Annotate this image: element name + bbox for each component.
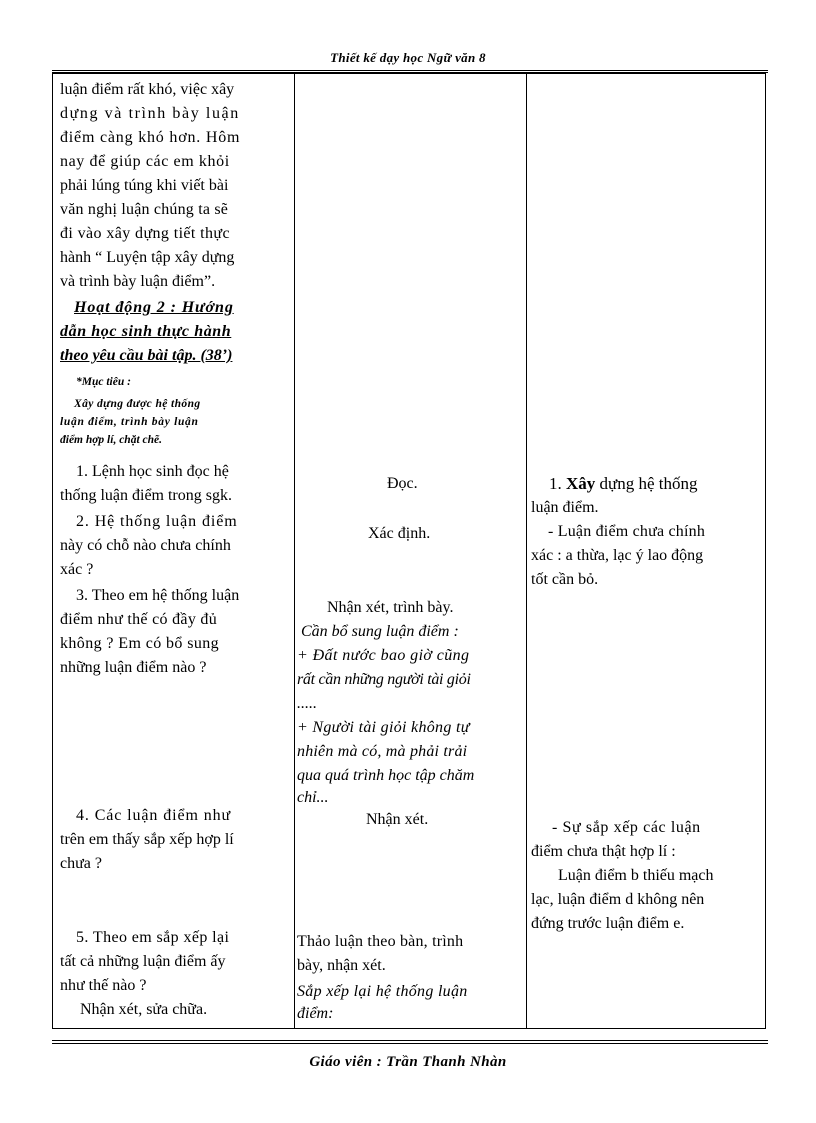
question-5-line-4: Nhận xét, sửa chữa. [80, 1001, 208, 1018]
column-divider-1 [294, 74, 295, 1028]
question-3-line-3: không ? Em có bổ sung [60, 635, 220, 652]
answer-5-italic-1: Sắp xếp lại hệ thống luận [297, 983, 468, 1000]
page-footer: Giáo viên : Trần Thanh Nhàn [309, 1054, 507, 1070]
intro-line-1: luận điểm rất khó, việc xây [60, 81, 235, 98]
section-1-body-2: xác : a thừa, lạc ý lao động [531, 547, 704, 564]
section-1-body-1: - Luận điểm chưa chính [548, 523, 706, 540]
answer-3-italic-7: qua quá trình học tập chăm [297, 767, 475, 784]
intro-line-8: hành “ Luyện tập xây dựng [60, 249, 235, 266]
question-3-line-1: 3. Theo em hệ thống luận [76, 587, 240, 604]
section-2-line-3: Luận điểm b thiếu mạch [558, 867, 714, 884]
objective-line-3: điểm hợp lí, chặt chẽ. [60, 434, 163, 446]
column-divider-2 [526, 74, 527, 1028]
section-1-title-line-2: luận điểm. [531, 499, 599, 516]
answer-5-italic-2: điểm: [297, 1005, 334, 1022]
answer-5-line-2: bày, nhận xét. [297, 957, 386, 974]
question-1-line-1: 1. Lệnh học sinh đọc hệ [76, 463, 229, 480]
section-2-line-2: điểm chưa thật hợp lí : [531, 843, 676, 860]
page-header: Thiết kế dạy học Ngữ văn 8 [330, 50, 486, 65]
footer-divider [52, 1040, 768, 1044]
question-4-line-1: 4. Các luận điểm như [76, 807, 232, 824]
intro-line-5: phải lúng túng khi viết bài [60, 177, 229, 194]
question-2-line-1: 2. Hệ thống luận điểm [76, 513, 238, 530]
answer-3: Nhận xét, trình bày. [327, 599, 454, 616]
objective-line-2: luận điểm, trình bày luận [60, 416, 199, 428]
answer-3-italic-3: rất cần những người tài giỏi [297, 671, 471, 688]
section-1-number: 1. [549, 474, 562, 493]
section-2-line-5: đứng trước luận điểm e. [531, 915, 685, 932]
objective-line-1: Xây dựng được hệ thống [74, 398, 201, 410]
intro-line-6: văn nghị luận chúng ta sẽ [60, 201, 229, 218]
section-1-title [549, 472, 698, 496]
answer-3-italic-8: chỉ... [297, 789, 329, 806]
activity-heading-3: theo yêu cầu bài tập. (38’) [60, 347, 233, 364]
answer-3-italic-2: + Đất nước bao giờ cũng [297, 647, 470, 664]
question-4-line-2: trên em thấy sắp xếp hợp lí [60, 831, 234, 848]
question-5-line-1: 5. Theo em sắp xếp lại [76, 929, 230, 946]
section-2-line-4: lạc, luận điểm d không nên [531, 891, 705, 908]
question-3-line-4: những luận điểm nào ? [60, 659, 207, 676]
answer-3-italic-4: ..... [297, 695, 317, 712]
answer-3-italic-6: nhiên mà có, mà phải trải [297, 743, 468, 760]
question-5-line-3: như thế nào ? [60, 977, 147, 994]
question-4-line-3: chưa ? [60, 855, 102, 872]
objective-title: *Mục tiêu : [76, 376, 131, 388]
answer-4: Nhận xét. [366, 811, 429, 828]
activity-heading-1: Hoạt động 2 : Hướng [74, 299, 234, 316]
intro-line-9: và trình bày luận điểm”. [60, 273, 216, 290]
intro-line-3: điểm càng khó hơn. Hôm [60, 129, 241, 146]
answer-2: Xác định. [368, 525, 431, 542]
section-2-line-1: - Sự sắp xếp các luận [552, 819, 701, 836]
answer-5-line-1: Thảo luận theo bàn, trình [297, 933, 464, 950]
question-1-line-2: thống luận điểm trong sgk. [60, 487, 232, 504]
section-1-title-rest: dựng hệ thống [599, 474, 698, 493]
answer-3-italic-5: + Người tài giỏi không tự [297, 719, 470, 736]
question-5-line-2: tất cả những luận điểm ấy [60, 953, 226, 970]
question-2-line-2: này có chỗ nào chưa chính [60, 537, 231, 554]
intro-line-7: đi vào xây dựng tiết thực [60, 225, 230, 242]
section-1-body-3: tốt cần bỏ. [531, 571, 599, 588]
question-2-line-3: xác ? [60, 561, 94, 578]
intro-line-2: dựng và trình bày luận [60, 105, 240, 122]
activity-heading-2: dẫn học sinh thực hành [60, 323, 232, 340]
answer-1: Đọc. [387, 475, 418, 492]
section-1-title-bold: Xây [566, 474, 596, 493]
answer-3-italic-1: Cần bổ sung luận điểm : [301, 623, 459, 640]
question-3-line-2: điểm như thế có đầy đủ [60, 611, 218, 628]
intro-line-4: nay để giúp các em khỏi [60, 153, 230, 170]
